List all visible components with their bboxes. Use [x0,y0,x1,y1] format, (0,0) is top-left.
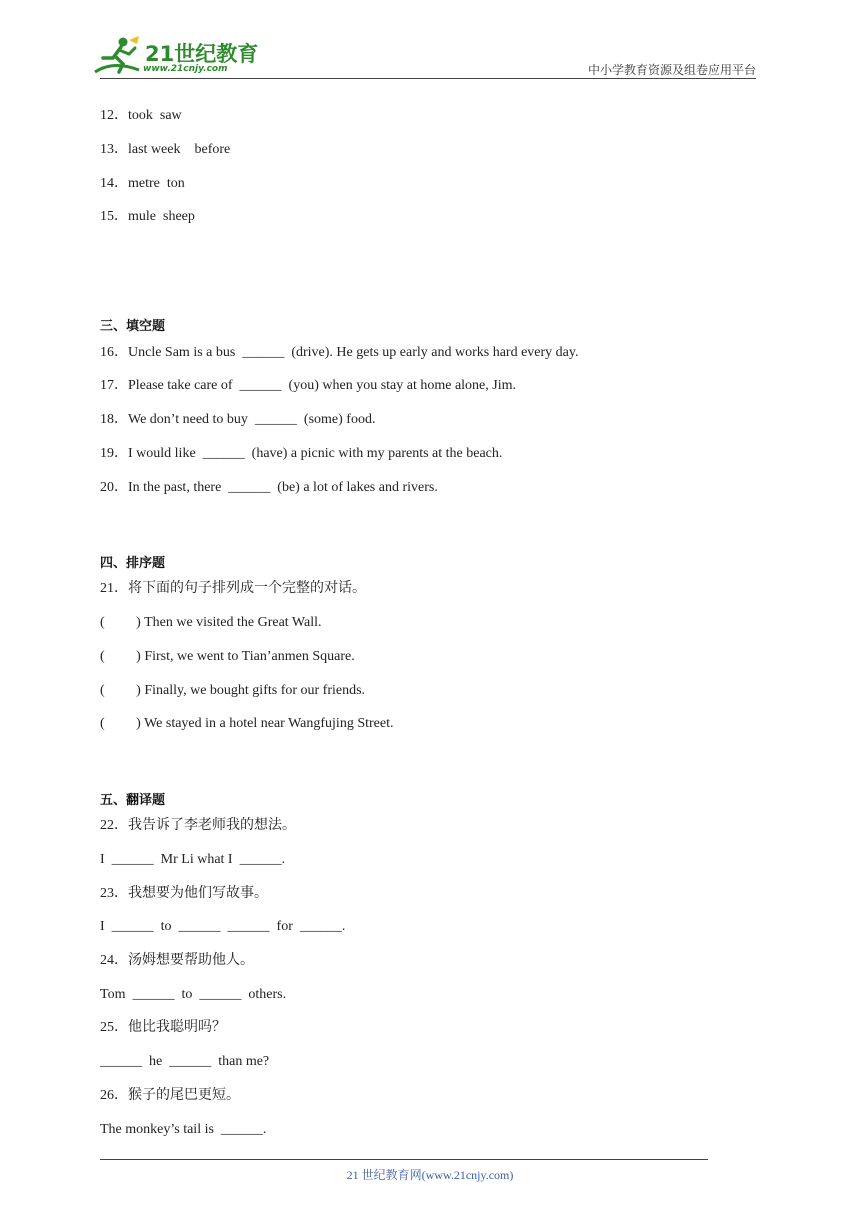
answer-line-24: Tom ______ to ______ others. [100,987,287,1002]
question-23: 23．我想要为他们写故事。 [100,886,268,901]
ordering-item: ( ) Then we visited the Great Wall. [100,615,322,630]
question-17: 17．Please take care of ______ (you) when you stay at home alone, Jim. [100,378,517,393]
section-heading-ordering: 四、排序题 [100,556,166,571]
logo-title: 21世纪教育 [145,42,259,66]
question-26: 26．猴子的尾巴更短。 [100,1088,240,1103]
answer-line-23: I ______ to ______ ______ for ______. [100,919,346,934]
ordering-item: ( ) First, we went to Tian’anmen Square. [100,649,355,664]
question-21: 21．将下面的句子排列成一个完整的对话。 [100,581,366,596]
header-divider [100,78,756,79]
ordering-item: ( ) Finally, we bought gifts for our friends. [100,683,366,698]
platform-name: 中小学教育资源及组卷应用平台 [587,63,756,77]
question-15: 15．mule sheep [100,209,195,224]
question-22: 22．我告诉了李老师我的想法。 [100,818,296,833]
question-18: 18．We don’t need to buy ______ (some) food. [100,412,376,427]
section-heading-fill-blank: 三、填空题 [100,319,166,334]
question-24: 24．汤姆想要帮助他人。 [100,953,254,968]
question-13: 13．last week before [100,142,231,157]
logo-url: www.21cnjy.com [143,64,228,74]
section-heading-translation: 五、翻译题 [100,793,166,808]
question-14: 14．metre ton [100,176,185,191]
question-12: 12．took saw [100,108,182,123]
answer-line-26: The monkey’s tail is ______. [100,1122,267,1137]
footer-site-link[interactable]: 21 世纪教育网(www.21cnjy.com) [346,1168,514,1182]
answer-line-25: ______ he ______ than me? [100,1054,270,1069]
question-25: 25．他比我聪明吗？ [100,1020,226,1035]
ordering-item: ( ) We stayed in a hotel near Wangfujing Street. [100,716,394,731]
question-19: 19．I would like ______ (have) a picnic with my parents at the beach. [100,446,503,461]
footer-divider [100,1159,708,1160]
runner-logo-icon [93,34,143,78]
site-logo [93,34,263,78]
question-20: 20．In the past, there ______ (be) a lot of lakes and rivers. [100,480,438,495]
question-16: 16．Uncle Sam is a bus ______ (drive). He gets up early and works hard every day. [100,345,579,360]
answer-line-22: I ______ Mr Li what I ______. [100,852,286,867]
